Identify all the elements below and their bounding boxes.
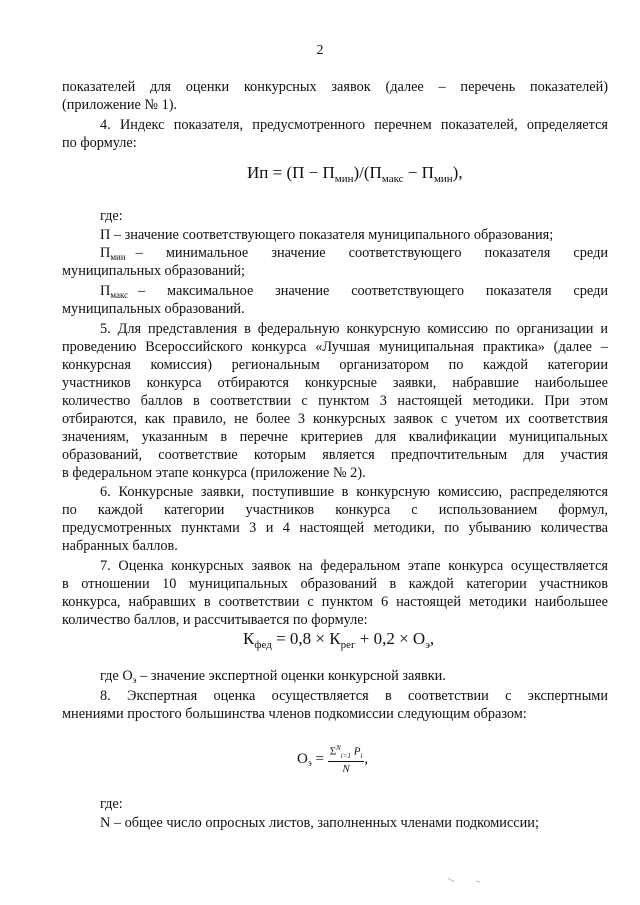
pmax-text: – максимальное значение соответствующего показателя среди bbox=[138, 283, 608, 299]
text-line: 8. Экспертная оценка осуществляется в соответствии с экспертными bbox=[100, 688, 608, 704]
text-line: 4. Индекс показателя, предусмотренного перечнем показателей, определяется bbox=[100, 117, 608, 133]
text-line: в федеральном этапе конкурса (приложение № 2). bbox=[62, 465, 366, 481]
formula-kfed: $К_{фед} = 0,8 \times К_{рег} + 0,2 \times О_э$, bbox=[243, 629, 435, 651]
text-line: участников конкурса отбираются конкурсные заявки, набравшие наибольшее bbox=[62, 375, 608, 391]
definition-oe: где $О_э$ – значение экспертной оценки конкурсной заявки. bbox=[100, 668, 446, 685]
text-line: по каждой категории участников конкурса с использованием формул, bbox=[62, 502, 608, 518]
pmin-text: – минимальное значение соответствующего показателя среди bbox=[135, 245, 608, 261]
text-line: образований, соответствие которым является предпочтительным для участия bbox=[62, 447, 608, 463]
text-line: отбираются, как правило, не более 3 конкурсных заявок с учетом их соответствия bbox=[62, 411, 608, 427]
text-line: конкурса, набравших в соответствии с пунктом 6 настоящей методики наибольшее bbox=[62, 594, 608, 610]
formula-index: Ип = $(П - П_{мин})/(П_{макс} - П_{мин})$, bbox=[247, 163, 463, 185]
text-line: мнениями простого большинства членов подкомиссии следующим образом: bbox=[62, 706, 527, 722]
text-line: П – значение соответствующего показателя муниципального образования; bbox=[100, 227, 554, 243]
text-line: конкурсная комиссия) региональным организатором по каждой категории bbox=[62, 357, 608, 373]
text-line: 5. Для представления в федеральную конкурсную комиссию по организации и bbox=[100, 321, 608, 337]
fraction: $\frac{\Sigma^N_{i=1} P_i}{N}$ bbox=[329, 744, 363, 775]
text-line: где: bbox=[100, 796, 123, 812]
pmax-symbol: $П_{макс}$ bbox=[100, 283, 129, 300]
text-line: значениям, указанным в перечне критериев для квалификации муниципальных bbox=[62, 429, 608, 445]
text-line: (приложение № 1). bbox=[62, 97, 178, 113]
pmin-symbol: $П_{мин}$ bbox=[100, 245, 126, 262]
scan-smudge bbox=[446, 876, 506, 884]
text-line: в отношении 10 муниципальных образований в каждой категории участников bbox=[62, 576, 608, 592]
text-line: 7. Оценка конкурсных заявок на федеральном этапе конкурса осуществляется bbox=[100, 558, 608, 574]
text-line: набранных баллов. bbox=[62, 538, 178, 554]
text-line: по формуле: bbox=[62, 135, 137, 151]
text-line: где: bbox=[100, 208, 123, 224]
text-line: проведению Всероссийского конкурса «Лучшая муниципальная практика» (далее – bbox=[62, 339, 608, 355]
text-line: предусмотренных пунктами 3 и 4 настоящей методики, по убыванию количества bbox=[62, 520, 608, 536]
page-number: 2 bbox=[316, 43, 324, 58]
formula-oe: $О_э$ = $\frac{\Sigma^N_{i=1} P_i}{N}$ , bbox=[297, 744, 369, 775]
text-line: муниципальных образований; bbox=[62, 263, 246, 279]
text-line: 6. Конкурсные заявки, поступившие в конкурсную комиссию, распределяются bbox=[100, 484, 608, 500]
text-line: показателей для оценки конкурсных заявок (далее – перечень показателей) bbox=[62, 79, 608, 95]
text-line: N – общее число опросных листов, заполненных членами подкомиссии; bbox=[100, 815, 539, 831]
text-line: муниципальных образований. bbox=[62, 301, 245, 317]
text-line: количество баллов в соответствии с пунктом 3 настоящей методики. При этом bbox=[62, 393, 608, 409]
text-line: количество баллов, и рассчитывается по формуле: bbox=[62, 612, 368, 628]
